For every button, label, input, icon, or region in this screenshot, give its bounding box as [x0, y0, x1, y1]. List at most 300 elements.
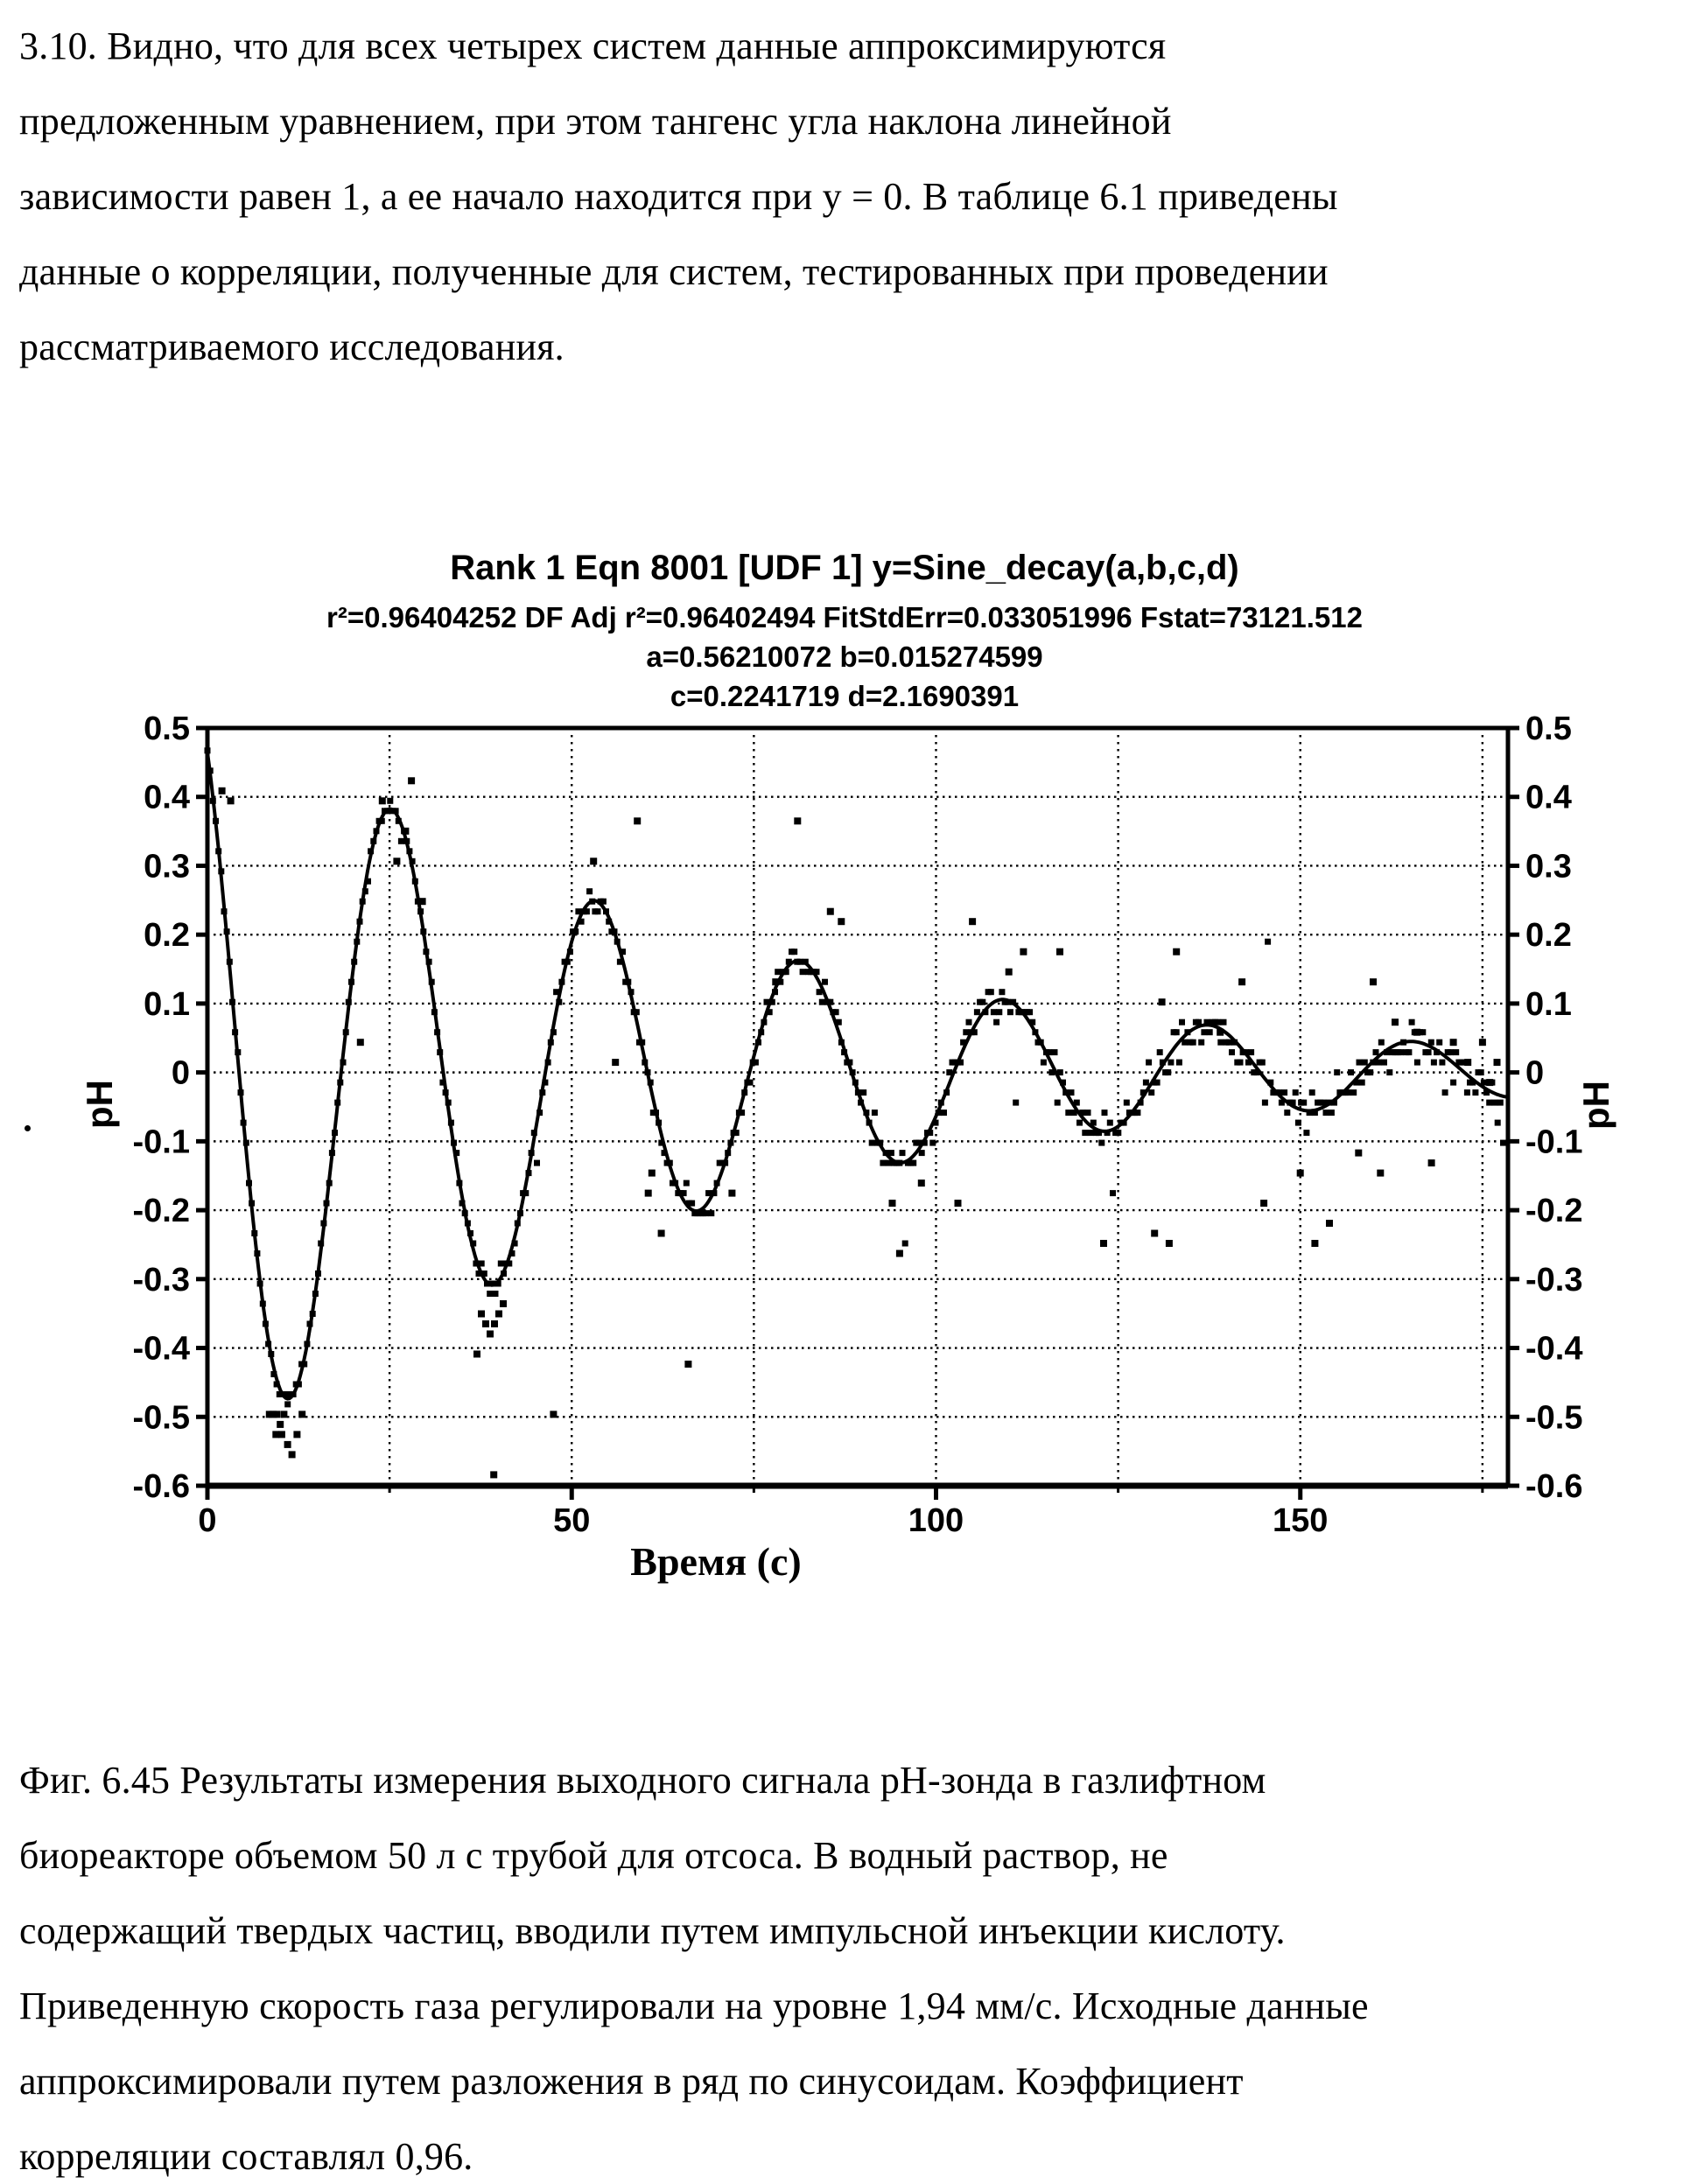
chart-title: Rank 1 Eqn 8001 [UDF 1] y=Sine_decay(a,b,c,d)	[450, 549, 1239, 587]
chart-params-ab: a=0.56210072 b=0.015274599	[646, 640, 1043, 673]
data-point	[783, 969, 789, 975]
data-point	[1134, 1110, 1140, 1116]
data-point	[584, 908, 590, 914]
y-tick-label-right: 0.4	[1525, 779, 1572, 816]
outlier-point	[1486, 1079, 1493, 1086]
outlier-point	[612, 1059, 619, 1066]
outlier-point	[1166, 1240, 1173, 1247]
data-point	[850, 1069, 856, 1075]
data-point	[946, 1069, 952, 1075]
data-point	[1071, 1110, 1077, 1116]
outlier-point	[284, 1441, 291, 1448]
data-point	[1005, 999, 1011, 1005]
caption-line: Приведенную скорость газа регулировали на уровне 1,94 мм/с. Исходные данные	[19, 1984, 1369, 2027]
data-point	[310, 1311, 316, 1317]
data-point	[993, 1019, 999, 1026]
data-point	[362, 888, 368, 894]
data-point	[534, 1160, 540, 1166]
data-point	[833, 1009, 839, 1015]
data-point	[224, 928, 230, 934]
outlier-point	[889, 1200, 896, 1207]
data-point	[1074, 1100, 1080, 1106]
outlier-point	[969, 918, 976, 925]
data-point	[877, 1140, 883, 1146]
data-point	[1238, 1060, 1244, 1066]
data-point	[1453, 1049, 1459, 1055]
data-point	[215, 848, 221, 854]
data-point	[1138, 1100, 1144, 1106]
data-point	[1409, 1019, 1415, 1026]
data-point	[487, 1291, 493, 1297]
outlier-point	[487, 1331, 494, 1338]
data-point	[1204, 1019, 1210, 1026]
y-axis-label-right: pH	[1575, 1081, 1616, 1130]
data-point	[963, 1029, 969, 1035]
data-point	[800, 969, 806, 975]
data-point	[495, 1281, 501, 1287]
outlier-point	[1173, 948, 1180, 956]
data-point	[334, 1100, 340, 1106]
data-point	[957, 1060, 964, 1066]
data-point	[612, 928, 618, 934]
data-point	[1500, 1140, 1506, 1146]
data-point	[307, 1321, 313, 1327]
data-point	[1121, 1120, 1127, 1126]
paragraph-line: данные о корреляции, полученные для систем, тестированных при проведении	[19, 250, 1329, 293]
data-point	[872, 1110, 878, 1116]
data-point	[1102, 1110, 1108, 1116]
data-point	[572, 928, 579, 934]
data-point	[1046, 1049, 1052, 1055]
outlier-point	[1326, 1220, 1333, 1227]
data-point	[883, 1150, 889, 1156]
data-point	[437, 1049, 443, 1055]
data-point	[938, 1100, 944, 1106]
data-point	[1386, 1069, 1392, 1075]
data-point	[1182, 1040, 1188, 1046]
data-point	[991, 1009, 997, 1015]
data-point	[1107, 1120, 1113, 1126]
outlier-point	[500, 1300, 507, 1307]
data-point	[1154, 1080, 1161, 1086]
outlier-point	[918, 1180, 925, 1186]
data-point	[379, 818, 385, 824]
outlier-point	[1297, 1170, 1304, 1177]
data-point	[817, 989, 823, 995]
data-point	[852, 1080, 859, 1086]
data-point	[498, 1261, 504, 1267]
data-point	[406, 848, 412, 854]
data-point	[1320, 1100, 1326, 1106]
data-point	[896, 1160, 902, 1166]
data-point	[1357, 1060, 1363, 1066]
data-point	[1262, 1100, 1268, 1106]
data-point	[1082, 1130, 1088, 1136]
data-point	[318, 1241, 324, 1247]
data-point	[340, 1060, 347, 1066]
data-point	[227, 959, 233, 965]
data-point	[1243, 1049, 1249, 1055]
data-point	[656, 1120, 662, 1126]
data-point	[1010, 999, 1016, 1005]
data-point	[600, 899, 607, 905]
data-point	[365, 878, 371, 885]
data-point	[1176, 1060, 1182, 1066]
data-point	[522, 1190, 529, 1196]
data-point	[1307, 1110, 1313, 1116]
data-point	[1190, 1040, 1196, 1046]
data-point	[1231, 1040, 1238, 1046]
y-tick-label-left: 0.5	[144, 710, 190, 747]
data-point	[304, 1341, 310, 1348]
data-point	[858, 1100, 864, 1106]
data-point	[1027, 1009, 1033, 1015]
data-point	[841, 1049, 847, 1055]
data-point	[1295, 1120, 1301, 1126]
data-point	[1148, 1089, 1154, 1096]
outlier-point	[658, 1230, 665, 1237]
outlier-point	[1392, 1018, 1399, 1026]
data-point	[1174, 1029, 1180, 1035]
data-point	[761, 1019, 767, 1026]
data-point	[1353, 1080, 1359, 1086]
data-point	[1478, 1069, 1484, 1075]
data-point	[501, 1270, 507, 1277]
data-point	[1492, 1100, 1498, 1106]
data-point	[412, 878, 418, 885]
data-point	[1281, 1089, 1287, 1096]
data-point	[922, 1140, 928, 1146]
data-point	[417, 908, 424, 914]
data-point	[814, 969, 820, 975]
outlier-point	[289, 1451, 296, 1458]
outlier-point	[478, 1311, 485, 1318]
chart-fit-statistics: r²=0.96404252 DF Adj r²=0.96402494 FitStdErr=0.033051996 Fstat=73121.512	[326, 601, 1363, 634]
data-point	[254, 1250, 260, 1256]
data-point	[936, 1110, 942, 1116]
outlier-point	[482, 1320, 489, 1327]
data-point	[301, 1362, 307, 1368]
data-point	[509, 1250, 515, 1256]
figure-caption	[19, 1743, 1665, 2184]
y-tick-label-right: 0.3	[1525, 848, 1572, 886]
data-point	[1229, 1049, 1235, 1055]
data-point	[1378, 1040, 1385, 1046]
outlier-point	[1100, 1240, 1107, 1247]
data-point	[241, 1120, 247, 1126]
data-point	[1469, 1080, 1476, 1086]
data-point	[263, 1321, 269, 1327]
data-point	[755, 1040, 761, 1046]
data-point	[479, 1261, 485, 1267]
data-point	[238, 1089, 244, 1096]
data-point	[927, 1130, 933, 1136]
data-point	[1115, 1130, 1121, 1136]
data-point	[929, 1140, 936, 1146]
data-point	[971, 1029, 978, 1035]
data-point	[708, 1210, 714, 1216]
data-point	[346, 999, 352, 1005]
data-point	[1426, 1049, 1432, 1055]
ph-decay-chart-figure	[0, 525, 1683, 1662]
y-tick-label-left: -0.3	[132, 1261, 190, 1298]
data-point	[515, 1221, 521, 1227]
outlier-point	[896, 1250, 903, 1257]
data-point	[257, 1281, 263, 1287]
data-point	[467, 1230, 473, 1236]
data-point	[1267, 1080, 1273, 1086]
data-point	[337, 1080, 343, 1086]
data-point	[822, 979, 828, 985]
data-point	[1362, 1060, 1368, 1066]
data-point	[1329, 1110, 1335, 1116]
data-point	[869, 1140, 875, 1146]
paragraph-line: зависимости равен 1, а ее начало находится при y = 0. В таблице 6.1 приведены	[19, 175, 1338, 218]
outlier-point	[955, 1200, 962, 1207]
data-point	[1406, 1049, 1412, 1055]
outlier-point	[838, 918, 845, 925]
outlier-point	[419, 898, 426, 905]
data-point	[312, 1291, 319, 1297]
data-point	[1276, 1089, 1282, 1096]
data-point	[434, 1029, 440, 1035]
data-point	[1312, 1110, 1318, 1116]
data-point	[1110, 1190, 1116, 1196]
data-point	[423, 948, 429, 955]
data-point	[1248, 1049, 1254, 1055]
data-point	[703, 1210, 709, 1216]
data-point	[384, 808, 390, 814]
data-point	[786, 959, 792, 965]
data-point	[603, 908, 609, 914]
data-point	[558, 979, 565, 985]
outlier-point	[645, 1190, 652, 1197]
data-point	[556, 999, 562, 1005]
data-point	[512, 1241, 518, 1247]
data-point	[791, 948, 797, 955]
data-point	[645, 1069, 651, 1075]
y-tick-label-left: 0.3	[144, 848, 190, 886]
y-tick-label-right: 0.5	[1525, 710, 1572, 747]
data-point	[210, 798, 216, 804]
data-point	[1041, 1060, 1047, 1066]
data-point	[767, 1009, 773, 1015]
data-point	[235, 1049, 241, 1055]
caption-line: корреляции составлял 0,96.	[19, 2135, 473, 2178]
paragraph-line: рассматриваемого исследования.	[19, 326, 565, 368]
data-point	[1293, 1089, 1299, 1096]
data-point	[1215, 1019, 1221, 1026]
data-point	[481, 1270, 487, 1277]
data-point	[1157, 1049, 1163, 1055]
data-point	[900, 1150, 906, 1156]
data-point	[747, 1080, 754, 1086]
data-point	[1345, 1089, 1351, 1096]
data-point	[456, 1180, 462, 1186]
data-point	[526, 1170, 532, 1176]
data-point	[943, 1089, 950, 1096]
data-point	[642, 1060, 648, 1066]
data-point	[1065, 1110, 1071, 1116]
data-point	[1434, 1049, 1440, 1055]
data-point	[213, 818, 219, 824]
data-point	[1198, 1040, 1204, 1046]
outlier-point	[1494, 1059, 1501, 1066]
data-point	[1279, 1100, 1285, 1106]
data-point	[531, 1130, 537, 1136]
outlier-point	[278, 1431, 285, 1438]
data-point	[284, 1401, 291, 1407]
data-point	[775, 969, 781, 975]
data-point	[1398, 1049, 1404, 1055]
data-point	[1179, 1019, 1185, 1026]
data-point	[370, 838, 376, 844]
data-point	[550, 1029, 557, 1035]
outlier-point	[772, 978, 779, 985]
data-point	[1436, 1040, 1442, 1046]
data-point	[1076, 1120, 1083, 1126]
data-point	[589, 899, 595, 905]
data-point	[888, 1150, 894, 1156]
y-tick-label-right: -0.3	[1525, 1261, 1583, 1298]
data-point	[548, 1040, 554, 1046]
data-point	[575, 908, 581, 914]
data-point	[739, 1110, 745, 1116]
data-point	[536, 1110, 543, 1116]
data-point	[1290, 1100, 1296, 1106]
y-tick-label-left: 0.4	[144, 779, 190, 816]
y-tick-label-left: 0.1	[144, 985, 190, 1023]
data-point	[586, 888, 593, 894]
outlier-point	[228, 797, 235, 804]
caption-line: аппроксимировали путем разложения в ряд по синусоидам. Коэффициент	[19, 2060, 1244, 2103]
data-point	[606, 919, 612, 925]
data-point	[489, 1281, 495, 1287]
data-point	[579, 919, 585, 925]
data-point	[1420, 1029, 1426, 1035]
data-point	[232, 1029, 238, 1035]
outlier-point	[393, 858, 400, 864]
outlier-point	[550, 1410, 557, 1418]
x-tick-label: 150	[1273, 1502, 1329, 1539]
data-point	[329, 1150, 335, 1156]
data-point	[374, 828, 380, 834]
data-point	[1323, 1110, 1329, 1116]
data-point	[221, 908, 228, 914]
data-point	[1442, 1089, 1448, 1096]
chart-params-cd: c=0.2241719 d=2.1690391	[670, 680, 1020, 712]
outlier-point	[280, 1410, 287, 1418]
data-point	[398, 838, 404, 844]
data-point	[1038, 1040, 1044, 1046]
data-point	[1439, 1060, 1445, 1066]
data-point	[722, 1160, 728, 1166]
data-point	[1060, 1080, 1066, 1086]
data-point	[1226, 1040, 1232, 1046]
data-point	[1497, 1100, 1504, 1106]
data-point	[565, 959, 571, 965]
outlier-point	[794, 817, 801, 824]
data-point	[1259, 1060, 1266, 1066]
data-point	[1483, 1089, 1490, 1096]
data-point	[1007, 1009, 1013, 1015]
outlier-point	[408, 777, 415, 784]
data-point	[910, 1160, 916, 1166]
data-point	[1088, 1130, 1094, 1136]
data-point	[360, 899, 366, 905]
data-point	[1104, 1130, 1111, 1136]
y-tick-label-left: -0.5	[132, 1399, 190, 1437]
data-point	[982, 1009, 988, 1015]
outlier-point	[590, 858, 597, 864]
outlier-point	[728, 1190, 735, 1197]
y-tick-label-right: -0.1	[1525, 1124, 1583, 1161]
data-point	[270, 1371, 277, 1377]
outlier-point	[357, 1039, 364, 1046]
data-point	[1184, 1029, 1190, 1035]
data-point	[1472, 1089, 1478, 1096]
ph-decay-chart	[0, 525, 1683, 1662]
data-point	[1201, 1029, 1207, 1035]
data-point	[1052, 1049, 1058, 1055]
caption-line: биореакторе объемом 50 л с трубой для отсоса. В водный раствор, не	[19, 1834, 1168, 1877]
outlier-point	[1311, 1240, 1318, 1247]
data-point	[1284, 1110, 1290, 1116]
outlier-point	[1151, 1230, 1158, 1237]
data-point	[439, 1080, 445, 1086]
data-point	[462, 1210, 468, 1216]
data-point	[741, 1089, 747, 1096]
data-point	[387, 798, 393, 804]
data-point	[1367, 1069, 1373, 1075]
data-point	[648, 1080, 654, 1086]
data-point	[243, 1140, 249, 1146]
data-point	[291, 1391, 297, 1397]
data-point	[1098, 1140, 1104, 1146]
data-point	[819, 999, 825, 1005]
data-point	[218, 868, 224, 874]
data-point	[1326, 1100, 1332, 1106]
data-point	[960, 1040, 966, 1046]
data-point	[1334, 1069, 1340, 1075]
data-point	[553, 989, 559, 995]
y-tick-label-left: 0	[171, 1054, 190, 1092]
data-point	[996, 1009, 1002, 1015]
data-point	[1124, 1100, 1130, 1106]
data-point	[542, 1080, 548, 1086]
data-point	[1303, 1130, 1309, 1136]
data-point	[332, 1130, 338, 1136]
data-point	[714, 1180, 720, 1186]
data-point	[451, 1140, 457, 1146]
data-point	[484, 1281, 490, 1287]
data-point	[1376, 1060, 1382, 1066]
data-point	[617, 959, 623, 965]
data-point	[246, 1180, 252, 1186]
data-point	[667, 1160, 673, 1166]
y-axis-label-left: pH	[79, 1080, 120, 1129]
data-point	[634, 1009, 640, 1015]
data-point	[827, 999, 833, 1005]
outlier-point	[634, 817, 641, 824]
outlier-point	[490, 1471, 497, 1478]
outlier-point	[1450, 1039, 1457, 1046]
outlier-point	[1006, 969, 1013, 976]
data-point	[919, 1150, 925, 1156]
data-point	[1431, 1060, 1437, 1066]
data-point	[1384, 1049, 1390, 1055]
data-point	[282, 1391, 288, 1397]
